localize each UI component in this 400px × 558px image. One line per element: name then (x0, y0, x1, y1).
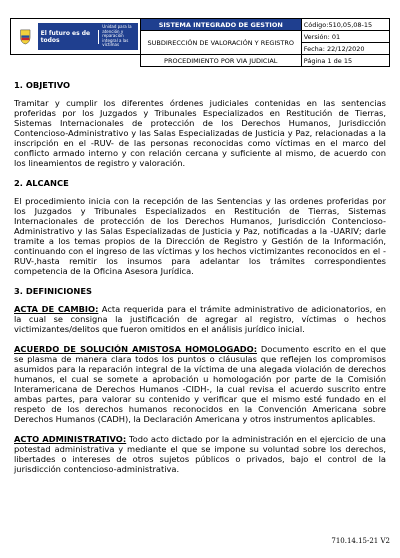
doc-version: Versión: 01 (301, 31, 389, 43)
alcance-paragraph: El procedimiento inicia con la recepción de las Sentencias y las ordenes proferidas por los Juzgados y Tribunales Especializados en Restitución de Tierras, Sistemas Internacionales de protección de los Derechos Humanos, Jurisdicción Contencioso-Administrativo y las Salas Especializadas de Justicia y Paz, notificadas a la -UARIV; darle tramite a los temas propios de la Dirección de Registro y Gestión de la Información, continuando con el ingreso de las víctimas y los hechos victimizantes reconocidos en el -RUV-,hasta remitir los insumos para adelantar los trámites correspondientes competencia de la Oficina Asesora Jurídica. (14, 196, 386, 276)
page-indicator: Página 1 de 15 (301, 55, 389, 67)
procedure-title: PROCEDIMIENTO POR VIA JUDICIAL (140, 55, 301, 67)
subdirection-title: SUBDIRECCIÓN DE VALORACIÓN Y REGISTRO (140, 31, 301, 55)
logo-main-text: El futuro es de todos (41, 30, 100, 44)
system-title: SISTEMA INTEGRADO DE GESTION (140, 19, 301, 31)
acto-text: Todo acto dictado por la administración en el ejercicio de una potestad administrativa y mediante el que se impone su voluntad sobre los derechos, libertades o intereses de otros sujetos públicos o privados, bajo el control de la jurisdicción contencioso-administrativa. (14, 434, 386, 474)
unidad-victimas-logo (38, 23, 138, 50)
logo-cell (11, 19, 141, 55)
objetivo-paragraph: Tramitar y cumplir los diferentes órdenes judiciales contenidas en las sentencias proferidas por los Juzgados y Tribunales Especializados en Restitución de Tierras, Sistemas Internacionales de protección de los Derechos Humanos, Jurisdicción Contencioso-Administrativo y las Salas Especializadas de Justicia y Paz, relacionadas a la inscripción en el -RUV- de las personas reconocidas como víctimas en el marco del conflicto armado interno y con relación cercana y suficiente al mismo, de acuerdo con los lineamientos de registro y valoración. (14, 98, 386, 168)
acta-term: ACTA DE CAMBIO: (14, 304, 99, 314)
document-body (14, 80, 386, 484)
alcance-heading: 2. ALCANCE (14, 178, 69, 188)
acuerdo-definition (14, 344, 386, 424)
logo-sub-text: Unidad para la atención y reparación integral a las víctimas (102, 24, 132, 48)
acto-term: ACTO ADMINISTRATIVO: (14, 434, 127, 444)
acuerdo-term: ACUERDO DE SOLUCIÓN AMISTOSA HOMOLOGADO: (14, 344, 258, 354)
colombia-shield-icon (19, 27, 32, 47)
doc-date: Fecha: 22/12/2020 (301, 43, 389, 55)
footer-code: 710.14.15-21 V2 (331, 537, 390, 545)
document-header (10, 18, 390, 67)
acta-definition (14, 304, 386, 334)
acta-text: Acta requerida para el trámite administrativo de adicionatorios, en la cual se consigna la justificación de agregar al registro, víctimas o hechos victimizantes/delitos que fueron omitidos en el análisis jurídico inicial. (14, 304, 387, 334)
acto-definition (14, 434, 386, 474)
acuerdo-text: Documento escrito en el que se plasma de manera clara todos los puntos o cláusulas que reflejen los compromisos asumidos para la reparación integral de la víctima de una alegada violación de derechos humanos, el cual se somete a aprobación u homologación por parte de la Comisión Interamericana de Derechos Humanos -CIDH-, la cual revisa el acuerdo suscrito entre ambas partes, para valorar su contenido y verificar que el mismo esté fundado en el respeto de los derechos humanos reconocidos en la Convención Americana sobre Derechos Humanos (CADH), la Declaración Americana y otros instrumentos aplicables. (14, 344, 386, 424)
objetivo-heading: 1. OBJETIVO (14, 80, 71, 90)
doc-code: Código:510,05,08-15 (301, 19, 389, 31)
definiciones-heading: 3. DEFINICIONES (14, 286, 92, 296)
